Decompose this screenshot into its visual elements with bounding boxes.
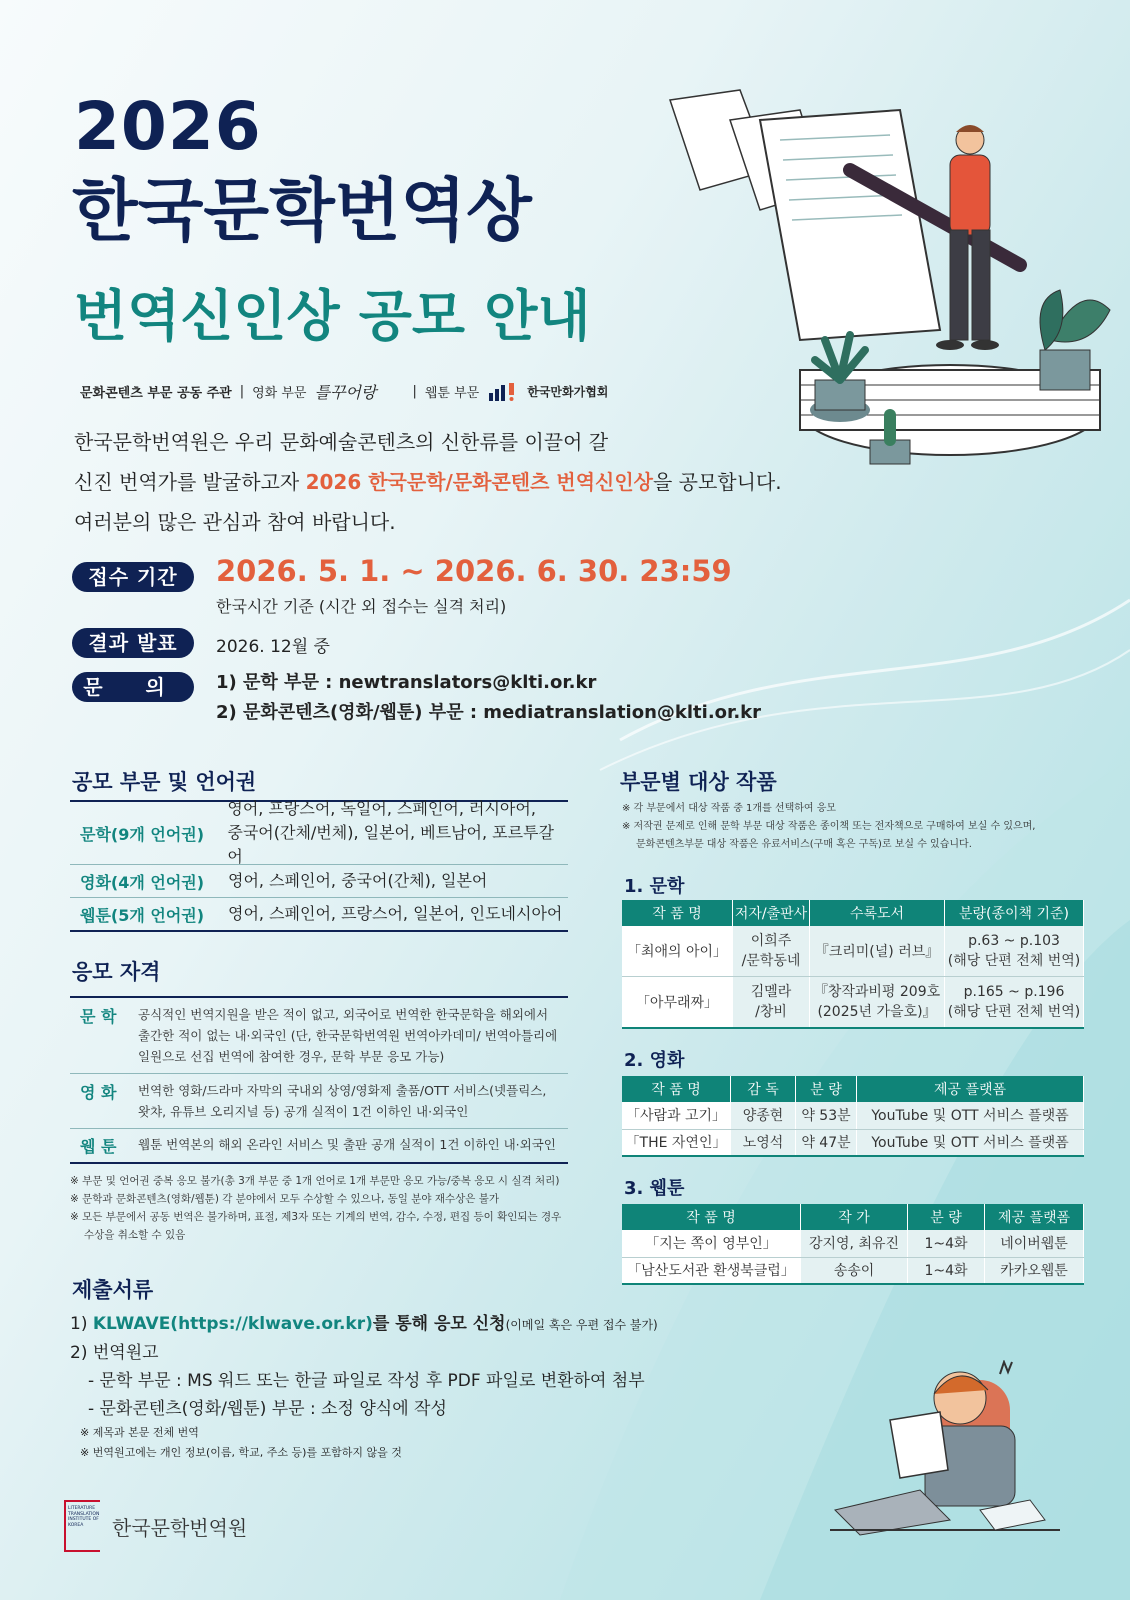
- documents-item-1: [70, 1310, 658, 1339]
- language-row: [70, 865, 568, 898]
- language-row: [70, 898, 568, 932]
- table-cell: 「사람과 고기」: [622, 1102, 731, 1129]
- film-title: 2. 영화: [624, 1050, 685, 1071]
- documents-list: [70, 1310, 658, 1463]
- column-header: 작 품 명: [622, 1204, 801, 1230]
- table-cell: 강지영, 최유진: [801, 1230, 908, 1257]
- literature-title: 1. 문학: [624, 876, 685, 897]
- documents-item-2a: - 문학 부문 : MS 워드 또는 한글 파일로 작성 후 PDF 파일로 변환하여 첨부: [88, 1371, 645, 1391]
- webtoon-partner-icon: [487, 383, 519, 401]
- language-row: [70, 799, 568, 866]
- note-line: 수상을 취소할 수 있음: [84, 1229, 186, 1241]
- table-cell: p.165 ~ p.196 (해당 단편 전체 번역): [945, 976, 1084, 1028]
- column-header: 제공 플랫폼: [985, 1204, 1084, 1230]
- klti-logo-text: LITERATURE TRANSLATION INSTITUTE OF KOREA: [68, 1506, 100, 1528]
- language-label: 영화(4개 언어권): [80, 872, 205, 892]
- eligibility-label: 영 화: [80, 1083, 117, 1102]
- note-line: 문화콘텐츠부문 대상 작품은 유료서비스(구매 혹은 구독)로 보실 수 있습니다.: [636, 839, 972, 850]
- contact-literature[interactable]: 1) 문학 부문 : newtranslators@klti.or.kr: [216, 672, 597, 693]
- contact-block: [216, 668, 761, 728]
- table-cell: 『크리미(널) 러브』: [810, 926, 945, 976]
- note-line: ※ 문학과 문화콘텐츠(영화/웹툰) 각 분야에서 모두 수상할 수 있으나, 동일 분야 재수상은 불가: [70, 1193, 500, 1205]
- period-value: 2026. 5. 1. ~ 2026. 6. 30. 23:59: [216, 554, 732, 588]
- documents-title: 제출서류: [72, 1278, 154, 1302]
- note-line: ※ 모든 부문에서 공동 번역은 불가하며, 표절, 제3자 또는 기계의 번역, 감수, 수정, 편집 등이 확인되는 경우: [70, 1211, 562, 1223]
- table-row: [622, 1129, 1084, 1156]
- eligibility-title: 응모 자격: [72, 960, 161, 984]
- table-cell: YouTube 및 OTT 서비스 플랫폼: [857, 1102, 1084, 1129]
- table-cell: 노영석: [731, 1129, 796, 1156]
- eligibility-line: 왓챠, 유튜브 오리지널 등) 공개 실적이 1건 이하인 내·외국인: [138, 1104, 469, 1119]
- main-title: 한국문학번역상: [72, 172, 532, 251]
- intro-highlight: 2026 한국문학/문화콘텐츠 번역신인상: [305, 470, 653, 494]
- language-value: 영어, 프랑스어, 독일어, 스페인어, 러시아어,: [227, 799, 536, 818]
- table-cell: 「아무래짜」: [622, 976, 733, 1028]
- table-cell: 「지는 쪽이 영부인」: [622, 1230, 801, 1257]
- languages-title: 공모 부문 및 언어권: [72, 770, 257, 794]
- webtoon-table: [622, 1204, 1084, 1285]
- column-header: 작 품 명: [622, 1076, 731, 1102]
- column-header: 수록도서: [810, 900, 945, 926]
- table-cell: 『창작과비평 209호 (2025년 가을호)』: [810, 976, 945, 1028]
- table-row: [622, 1257, 1084, 1284]
- table-row: [622, 976, 1084, 1028]
- reader-illustration: [830, 1360, 1090, 1540]
- eligibility-label: 문 학: [80, 1007, 117, 1026]
- works-notes: [622, 800, 1092, 854]
- intro-line-1: 한국문학번역원은 우리 문화예술콘텐츠의 신한류를 이끌어 갈: [74, 430, 609, 454]
- literature-table: [622, 900, 1084, 1029]
- eligibility-line: 웹툰 번역본의 해외 온라인 서비스 및 출판 공개 실적이 1건 이하인 내·외국인: [138, 1137, 556, 1152]
- item-note: (이메일 혹은 우편 접수 불가): [505, 1318, 658, 1332]
- sub-title: 번역신인상 공모 안내: [74, 284, 591, 348]
- table-cell: 1~4화: [908, 1257, 985, 1284]
- table-header-row: [622, 1076, 1084, 1102]
- contact-label: 문 의: [72, 672, 194, 702]
- table-cell: 「THE 자연인」: [622, 1129, 731, 1156]
- intro-line-3: 여러분의 많은 관심과 참여 바랍니다.: [74, 510, 396, 534]
- table-row: [622, 926, 1084, 976]
- eligibility-text: [138, 1080, 546, 1122]
- intro-line-2: [74, 462, 782, 502]
- item-number: 1): [70, 1314, 93, 1334]
- note-line: ※ 각 부문에서 대상 작품 중 1개를 선택하여 응모: [622, 803, 837, 814]
- cohost-line: [80, 380, 608, 403]
- klti-logo-mark: [64, 1500, 100, 1552]
- table-cell: 송송이: [801, 1257, 908, 1284]
- period-note: 한국시간 기준 (시간 외 접수는 실격 처리): [216, 597, 507, 616]
- eligibility-row: [70, 998, 568, 1074]
- webtoon-partner: 한국만화가협회: [527, 385, 609, 399]
- table-cell: 「남산도서관 환생북클럽」: [622, 1257, 801, 1284]
- table-cell: 이희주 /문학동네: [733, 926, 810, 976]
- contact-culture[interactable]: 2) 문화콘텐츠(영화/웹툰) 부문 : mediatranslation@klti.or.kr: [216, 702, 762, 723]
- table-cell: 「최애의 아이」: [622, 926, 733, 976]
- language-value: 중국어(간체/번체), 일본어, 베트남어, 포르투갈어: [227, 823, 554, 866]
- eligibility-notes: [70, 1172, 590, 1244]
- webtoon-title: 3. 웹툰: [624, 1178, 685, 1199]
- eligibility-text: [138, 1004, 557, 1067]
- eligibility-row: [70, 1129, 568, 1162]
- works-title: 부문별 대상 작품: [620, 770, 777, 794]
- film-table: [622, 1076, 1084, 1157]
- table-cell: 네이버웹툰: [985, 1230, 1084, 1257]
- note-line: ※ 저작권 문제로 인해 문학 부문 대상 작품은 종이책 또는 전자책으로 구매하여 보실 수 있으며,: [622, 821, 1036, 832]
- result-value: 2026. 12월 중: [216, 637, 330, 657]
- language-values: [227, 797, 568, 869]
- divider: |: [412, 384, 417, 399]
- language-value: 영어, 스페인어, 프랑스어, 일본어, 인도네시아어: [228, 904, 563, 923]
- column-header: 제공 플랫폼: [857, 1076, 1084, 1102]
- documents-item-2: 2) 번역원고: [70, 1343, 159, 1363]
- eligibility-row: [70, 1074, 568, 1129]
- film-partner-logo: 틀꾸어랑: [314, 383, 377, 402]
- table-cell: p.63 ~ p.103 (해당 단편 전체 번역): [945, 926, 1084, 976]
- column-header: 분량(종이책 기준): [945, 900, 1084, 926]
- table-row: [622, 1102, 1084, 1129]
- table-cell: 약 53분: [796, 1102, 857, 1129]
- eligibility-label: 웹 툰: [80, 1137, 117, 1156]
- year-title: 2026: [74, 88, 262, 165]
- intro-text: 신진 번역가를 발굴하고자: [74, 470, 306, 494]
- column-header: 분 량: [908, 1204, 985, 1230]
- cohost-label: 문화콘텐츠 부문 공동 주관: [80, 386, 232, 401]
- eligibility-table: [70, 996, 568, 1164]
- language-label: 문학(9개 언어권): [80, 824, 205, 844]
- eligibility-line: 공식적인 번역지원을 받은 적이 없고, 외국어로 번역한 한국문학을 해외에서: [138, 1007, 549, 1022]
- film-label: 영화 부문: [252, 386, 307, 401]
- divider: |: [239, 384, 245, 399]
- documents-note: ※ 번역원고에는 개인 정보(이름, 학교, 주소 등)를 포함하지 않을 것: [80, 1446, 402, 1459]
- table-cell: 카카오웹툰: [985, 1257, 1084, 1284]
- column-header: 저자/출판사: [733, 900, 810, 926]
- item-text: 를 통해 응모 신청: [372, 1314, 506, 1334]
- klwave-link[interactable]: KLWAVE(https://klwave.or.kr): [92, 1314, 373, 1334]
- eligibility-line: 출간한 적이 없는 내·외국인 (단, 한국문학번역원 번역아카데미/ 번역아틀리에: [138, 1028, 558, 1043]
- footer-logo: [64, 1500, 247, 1552]
- column-header: 작 가: [801, 1204, 908, 1230]
- column-header: 작 품 명: [622, 900, 733, 926]
- webtoon-label: 웹툰 부문: [424, 386, 480, 401]
- table-row: [622, 1230, 1084, 1257]
- table-header-row: [622, 900, 1084, 926]
- table-cell: 1~4화: [908, 1230, 985, 1257]
- column-header: 분 량: [796, 1076, 857, 1102]
- table-cell: 김멜라 /창비: [733, 976, 810, 1028]
- eligibility-line: 일원으로 선집 번역에 참여한 경우, 문학 부문 응모 가능): [138, 1049, 445, 1064]
- language-value: 영어, 스페인어, 중국어(간체), 일본어: [228, 871, 488, 890]
- documents-note: ※ 제목과 본문 전체 번역: [80, 1426, 199, 1439]
- period-label: 접수 기간: [72, 562, 194, 592]
- table-cell: 양종현: [731, 1102, 796, 1129]
- table-header-row: [622, 1204, 1084, 1230]
- table-cell: YouTube 및 OTT 서비스 플랫폼: [857, 1129, 1084, 1156]
- documents-item-2b: - 문화콘텐츠(영화/웹툰) 부문 : 소정 양식에 작성: [88, 1399, 447, 1419]
- languages-table: [70, 800, 568, 932]
- org-name: 한국문학번역원: [112, 1515, 248, 1540]
- intro-text: 을 공모합니다.: [652, 470, 782, 494]
- translator-illustration: [650, 80, 1120, 480]
- table-cell: 약 47분: [796, 1129, 857, 1156]
- column-header: 감 독: [731, 1076, 796, 1102]
- language-label: 웹툰(5개 언어권): [80, 905, 205, 925]
- eligibility-line: 번역한 영화/드라마 자막의 국내외 상영/영화제 출품/OTT 서비스(넷플릭스,: [138, 1083, 547, 1098]
- intro-paragraph: [74, 422, 782, 542]
- note-line: ※ 부문 및 언어권 중복 응모 불가(총 3개 부문 중 1개 언어로 1개 부문만 응모 가능/중복 응모 시 실격 처리): [70, 1175, 560, 1187]
- result-label: 결과 발표: [72, 628, 194, 658]
